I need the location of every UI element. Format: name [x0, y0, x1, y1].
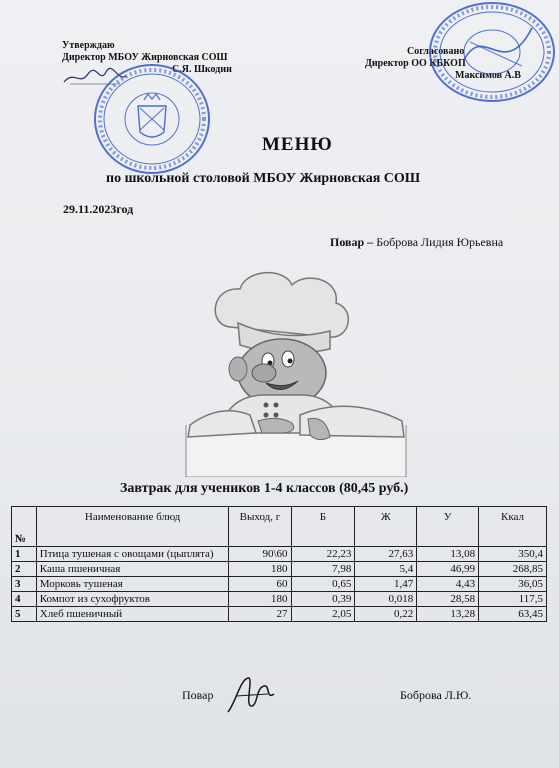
- dish-protein: 2,05: [291, 607, 355, 622]
- dish-fat: 27,63: [355, 547, 417, 562]
- col-header-number: №: [12, 507, 37, 547]
- dish-carbs: 4,43: [417, 577, 479, 592]
- dish-carbs: 46,99: [417, 562, 479, 577]
- dish-carbs: 28,58: [417, 592, 479, 607]
- dish-kcal: 36,05: [479, 577, 547, 592]
- agree-line1: Согласовано: [407, 46, 465, 57]
- col-header-output: Выход, г: [229, 507, 291, 547]
- cook-signature-icon: [222, 672, 278, 720]
- col-header-name: Наименование блюд: [36, 507, 229, 547]
- dish-kcal: 350,4: [479, 547, 547, 562]
- meal-title: Завтрак для учеников 1-4 классов (80,45 руб.): [120, 481, 409, 496]
- company-seal-stamp-icon: [424, 2, 556, 106]
- table-row: [12, 562, 547, 577]
- dish-kcal: 268,85: [479, 562, 547, 577]
- table-row: [12, 607, 547, 622]
- dish-output: 27: [229, 607, 291, 622]
- menu-date: 29.11.2023год: [63, 202, 134, 216]
- dish-fat: 0,22: [355, 607, 417, 622]
- page-subtitle: по школьной столовой МБОУ Жирновская СОШ: [106, 171, 421, 186]
- row-number: 5: [12, 607, 37, 622]
- footer-cook-label: Повар: [182, 688, 214, 702]
- menu-table: [11, 506, 547, 622]
- dish-kcal: 117,5: [479, 592, 547, 607]
- dish-carbs: 13,28: [417, 607, 479, 622]
- approve-line3: С.Я. Шкодин: [172, 64, 232, 75]
- row-number: 4: [12, 592, 37, 607]
- row-number: 2: [12, 562, 37, 577]
- row-number: 1: [12, 547, 37, 562]
- cook-label: Повар –: [330, 235, 374, 249]
- school-seal-stamp-icon: [92, 62, 212, 176]
- dish-protein: 0,39: [291, 592, 355, 607]
- col-header-protein: Б: [291, 507, 355, 547]
- dish-name: Хлеб пшеничный: [36, 607, 229, 622]
- cook-name: Боброва Лидия Юрьевна: [376, 235, 504, 249]
- agree-line3: Максимов А.В: [455, 70, 521, 81]
- dish-fat: 5,4: [355, 562, 417, 577]
- agree-line2: Директор ОО КБКОП: [365, 58, 466, 69]
- dish-name: Морковь тушеная: [36, 577, 229, 592]
- dish-carbs: 13,08: [417, 547, 479, 562]
- col-header-fat: Ж: [355, 507, 417, 547]
- dish-output: 180: [229, 562, 291, 577]
- dish-output: 180: [229, 592, 291, 607]
- footer-cook-name: Боброва Л.Ю.: [400, 688, 472, 702]
- table-row: [12, 577, 547, 592]
- page-title: МЕНЮ: [262, 134, 333, 155]
- dish-fat: 1,47: [355, 577, 417, 592]
- dish-fat: 0,018: [355, 592, 417, 607]
- dish-protein: 22,23: [291, 547, 355, 562]
- dish-name: Птица тушеная с овощами (цыплята): [36, 547, 229, 562]
- dish-kcal: 63,45: [479, 607, 547, 622]
- chef-illustration-icon: [180, 265, 410, 477]
- dish-name: Каша пшеничная: [36, 562, 229, 577]
- table-row: [12, 592, 547, 607]
- dish-output: 60: [229, 577, 291, 592]
- table-row: [12, 547, 547, 562]
- dish-name: Компот из сухофруктов: [36, 592, 229, 607]
- row-number: 3: [12, 577, 37, 592]
- dish-protein: 0,65: [291, 577, 355, 592]
- table-header-row: [12, 507, 547, 547]
- approve-line1: Утверждаю: [62, 40, 115, 51]
- cook-line: [330, 235, 503, 250]
- approve-line2: Директор МБОУ Жирновская СОШ: [62, 52, 228, 63]
- col-header-kcal: Ккал: [479, 507, 547, 547]
- col-header-carbs: У: [417, 507, 479, 547]
- dish-output: 90\60: [229, 547, 291, 562]
- dish-protein: 7,98: [291, 562, 355, 577]
